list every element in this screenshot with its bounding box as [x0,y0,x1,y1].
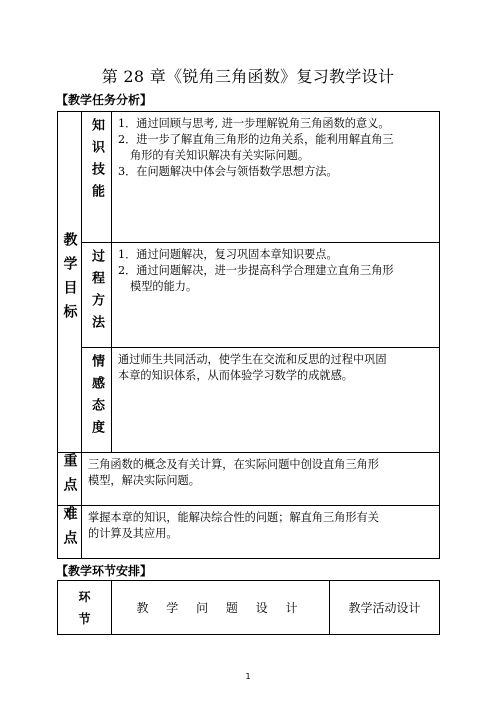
schedule-header-problem-design [112,581,330,635]
process-method-label: 过程方法 [89,249,104,337]
difficulty-content [82,506,440,559]
process-method-label-cell [82,243,112,348]
teaching-objectives-table [57,111,440,559]
schedule-header-activity-design [330,581,440,635]
content-line: 2．通过问题解决，进一步提高科学合理建立直角三角形 [118,264,394,277]
content-line: 的计算及其应用。 [88,527,178,540]
content-line: 3．在问题解决中体会与领悟数学思想方法。 [118,165,338,178]
knowledge-skill-label-cell [82,112,112,243]
content-line: 2．进一步了解直角三角形的边角关系，能利用解直角三 [118,133,394,146]
key-point-content [82,453,440,506]
page-number: 1 [245,672,251,681]
content-line: 三角函数的概念及有关计算，在实际问题中创设直角三角形 [88,458,379,471]
content-line: 1．通过回顾与思考, 进一步理解锐角三角函数的意义。 [118,117,390,130]
knowledge-skill-content [112,112,440,243]
content-line: 本章的知识体系，从而体验学习数学的成就感。 [118,369,353,382]
process-method-content [112,243,440,348]
key-point-label: 重点 [61,453,78,501]
page-title: 第 28 章《锐角三角函数》复习教学设计 [101,67,395,86]
schedule-header-activity-design-label: 教学活动设计 [348,601,421,615]
content-line: 1．通过问题解决，复习巩固本章知识要点。 [118,248,338,261]
key-point-label-cell [58,453,82,506]
content-line: 模型的能力。 [130,280,198,293]
emotion-attitude-label-cell [82,348,112,453]
schedule-header-stage-line2: 节 [78,611,91,626]
content-line: 通过师生共同活动，使学生在交流和反思的过程中巩固 [118,353,387,366]
schedule-header-stage [58,581,112,635]
difficulty-label-cell [58,506,82,559]
objectives-group-label-cell [58,112,82,453]
objectives-group-label: 教学目标 [61,232,78,328]
content-line: 掌握本章的知识，能解决综合性的问题；解直角三角形有关 [88,511,379,524]
schedule-header-stage-line1: 环 [78,589,91,604]
emotion-attitude-label: 情感态度 [89,354,104,442]
difficulty-label: 难点 [61,506,78,554]
section-heading-task-analysis: 【教学任务分析】 [56,93,153,107]
content-line: 模型，解决实际问题。 [88,474,200,487]
emotion-attitude-content [112,348,440,453]
content-line: 角形的有关知识解决有关实际问题。 [130,149,310,162]
section-heading-schedule: 【教学环节安排】 [56,564,153,578]
knowledge-skill-label: 知识技能 [89,118,104,206]
schedule-header-problem-design-label: 教 学 问 题 设 计 [136,601,305,615]
teaching-schedule-table [57,580,440,635]
